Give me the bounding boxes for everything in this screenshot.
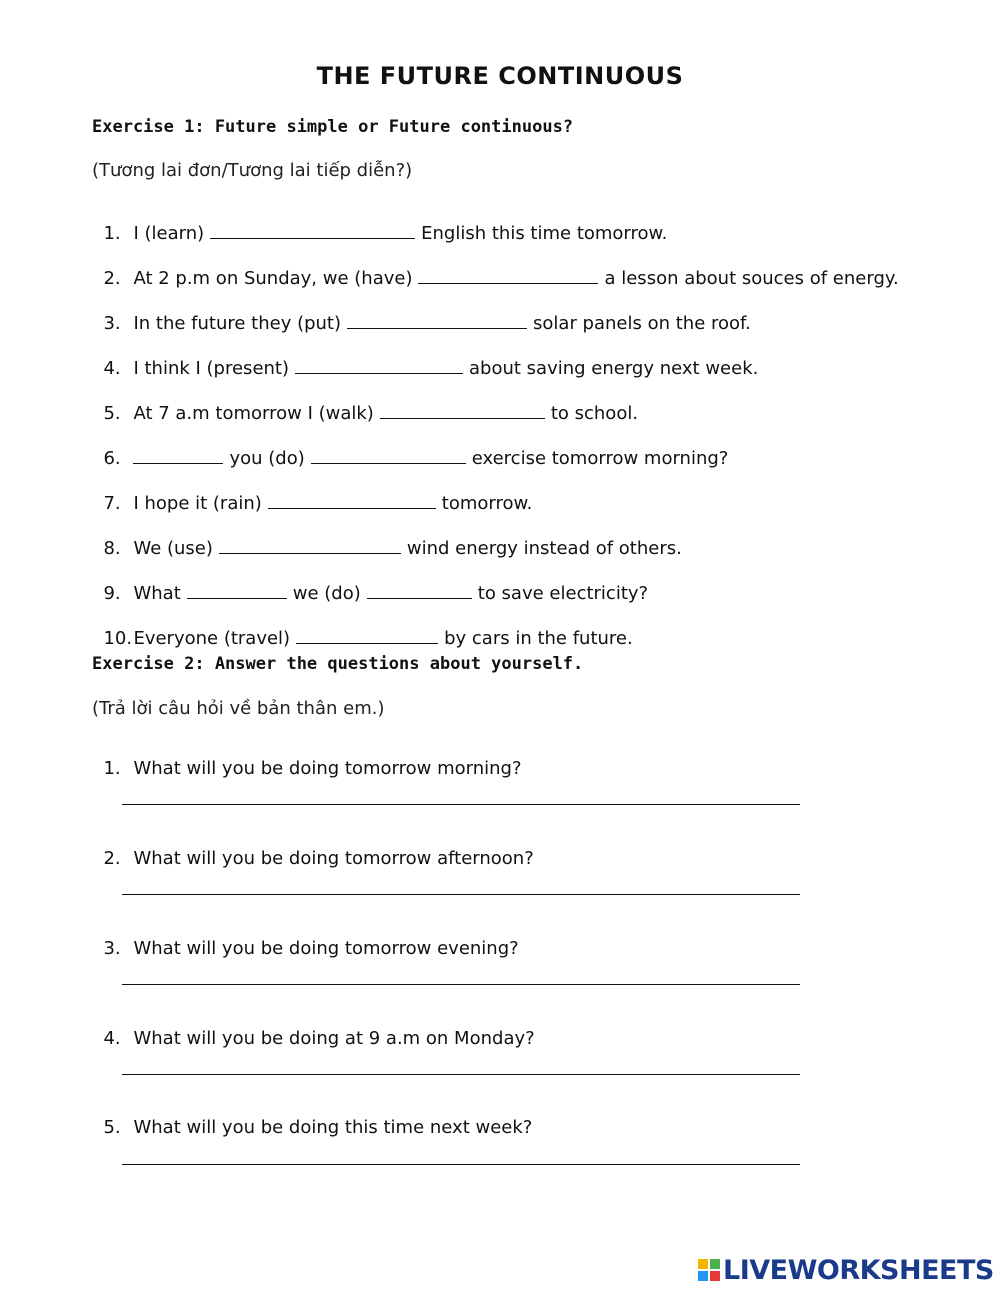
answer-line[interactable] [122,1074,800,1075]
exercise-1-item [92,384,638,423]
item-text: What [133,583,181,604]
item-text: In the future they (put) [133,313,342,334]
answer-blank[interactable] [268,492,436,509]
item-text: English this time tomorrow. [421,223,668,244]
answer-blank[interactable] [295,357,463,374]
logo-block [710,1259,720,1269]
item-text: I (learn) [133,223,205,244]
item-number: 2. [103,268,121,289]
item-number: 7. [103,493,121,514]
answer-blank[interactable] [311,447,466,464]
item-text: we (do) [292,583,361,604]
logo-text: LIVEWORKSHEETS [723,1254,994,1286]
question-text: What will you be doing tomorrow evening? [133,938,519,959]
exercise-1-item [92,474,532,513]
item-number: 5. [103,403,121,424]
item-text: solar panels on the roof. [533,313,751,334]
item-text: tomorrow. [441,493,533,514]
question-text: What will you be doing tomorrow afternoon? [133,848,534,869]
item-text: about saving energy next week. [469,358,759,379]
exercise-2-question [92,742,522,778]
logo-blocks-icon [698,1259,720,1281]
item-text: At 2 p.m on Sunday, we (have) [133,268,413,289]
item-text: you (do) [229,448,305,469]
item-text: Everyone (travel) [133,628,291,649]
answer-blank[interactable] [187,582,287,599]
exercise-2-question [92,922,519,958]
exercise-2-subtitle: (Trả lời câu hỏi về bản thân em.) [92,698,385,719]
question-number: 3. [103,938,121,959]
exercise-1-item [92,429,728,468]
answer-line[interactable] [122,894,800,895]
answer-line[interactable] [122,1164,800,1165]
item-number: 3. [103,313,121,334]
item-number: 1. [103,223,121,244]
logo-block [698,1259,708,1269]
question-text: What will you be doing tomorrow morning? [133,758,522,779]
answer-blank[interactable] [133,447,223,464]
answer-blank[interactable] [367,582,472,599]
answer-blank[interactable] [380,402,545,419]
liveworksheets-logo [698,1255,994,1285]
item-number: 8. [103,538,121,559]
exercise-2-heading: Exercise 2: Answer the questions about yourself. [92,654,584,674]
item-text: by cars in the future. [444,628,633,649]
exercise-1-item [92,339,758,378]
logo-block [698,1271,708,1281]
exercise-1-heading: Exercise 1: Future simple or Future continuous? [92,117,574,137]
exercise-1-item [92,294,751,333]
answer-blank[interactable] [210,222,415,239]
item-number: 6. [103,448,121,469]
item-text: a lesson about souces of energy. [604,268,899,289]
item-number: 9. [103,583,121,604]
answer-blank[interactable] [347,312,527,329]
exercise-2-question [92,1012,535,1048]
question-number: 4. [103,1028,121,1049]
exercise-2-question [92,1101,532,1137]
answer-line[interactable] [122,804,800,805]
item-text: I think I (present) [133,358,290,379]
item-number: 4. [103,358,121,379]
item-number: 10. [103,628,133,649]
item-text: At 7 a.m tomorrow I (walk) [133,403,374,424]
exercise-1-item [92,249,899,288]
item-text: wind energy instead of others. [406,538,682,559]
question-number: 1. [103,758,121,779]
exercise-1-item [92,609,633,648]
question-number: 5. [103,1117,121,1138]
exercise-1-item [92,564,648,603]
item-text: to save electricity? [477,583,649,604]
item-text: to school. [550,403,639,424]
exercise-2-question [92,832,534,868]
item-text: We (use) [133,538,213,559]
exercise-1-subtitle: (Tương lai đơn/Tương lai tiếp diễn?) [92,160,413,181]
answer-blank[interactable] [219,537,401,554]
logo-block [710,1271,720,1281]
question-text: What will you be doing this time next week? [133,1117,533,1138]
answer-blank[interactable] [296,627,438,644]
question-text: What will you be doing at 9 a.m on Monday? [133,1028,535,1049]
item-text: I hope it (rain) [133,493,262,514]
exercise-1-item [92,519,682,558]
answer-line[interactable] [122,984,800,985]
item-text: exercise tomorrow morning? [471,448,729,469]
question-number: 2. [103,848,121,869]
exercise-1-item [92,204,667,243]
page-title: THE FUTURE CONTINUOUS [316,62,684,90]
answer-blank[interactable] [418,267,598,284]
